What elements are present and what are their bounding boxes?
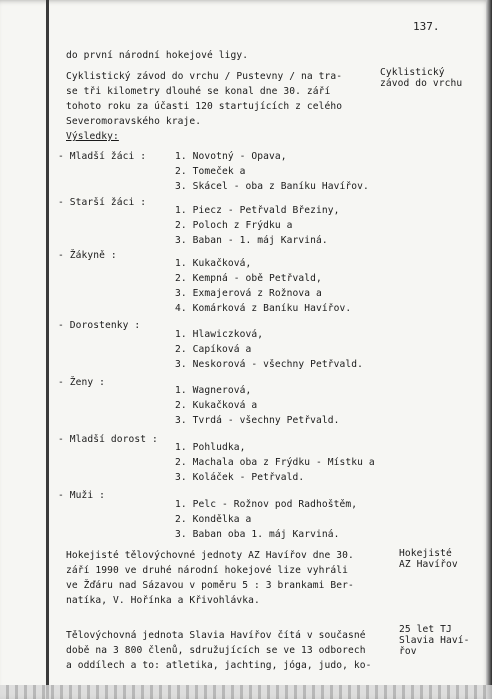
result-line: 1. Novotný - Opava,: [175, 151, 287, 162]
text-line: natíka, V. Hořínka a Křivohlávka.: [66, 595, 260, 606]
category-label: - Žákyně :: [58, 250, 117, 261]
result-line: 3. Exmajerová z Rožnova a: [175, 288, 322, 299]
results-heading: Výsledky:: [66, 131, 119, 142]
result-line: 2. Capíková a: [175, 344, 252, 355]
result-line: 2. Machala oba z Frýdku - Místku a: [175, 457, 375, 468]
bottom-scan-artifact: [0, 685, 492, 699]
margin-note: Slavia Haví-: [399, 635, 470, 646]
result-line: 1. Hlawiczková,: [175, 329, 264, 340]
result-line: 3. Tvrdá - všechny Petřvald.: [175, 415, 340, 426]
result-line: 2. Kukačková a: [175, 400, 258, 411]
result-line: 3. Baban oba 1. máj Karviná.: [175, 529, 340, 540]
margin-note: Cyklistický: [380, 67, 445, 78]
text-line: ve Žďáru nad Sázavou v poměru 5 : 3 brankami Ber-: [66, 580, 354, 591]
result-line: 2. Poloch z Frýdku a: [175, 220, 293, 231]
result-line: 3. Baban - 1. máj Karviná.: [175, 235, 328, 246]
page-number: 137.: [413, 20, 440, 33]
margin-note: AZ Havířov: [399, 559, 458, 570]
margin-note: Hokejisté: [399, 548, 452, 559]
margin-note: 25 let TJ: [399, 624, 452, 635]
page-edge-shadow: [486, 0, 492, 699]
result-line: 2. Tomeček a: [175, 166, 246, 177]
margin-note: závod do vrchu: [380, 78, 463, 89]
text-line: a oddílech a to: atletika, jachting, jóga, judo, ko-: [66, 660, 372, 671]
text-line: tohoto roku za účasti 120 startujících z celého: [66, 101, 343, 112]
result-line: 3. Skácel - oba z Baníku Havířov.: [175, 181, 369, 192]
category-label: - Mladší dorost :: [58, 434, 158, 445]
result-line: 1. Piecz - Petřvald Březiny,: [175, 205, 340, 216]
text-line: do první národní hokejové ligy.: [66, 50, 249, 61]
result-line: 1. Kukačková,: [175, 258, 252, 269]
margin-note: řov: [399, 646, 417, 657]
text-line: září 1990 ve druhé národní hokejové lize vyhráli: [66, 565, 349, 576]
text-line: době na 3 800 členů, sdružujících se ve 13 odborech: [66, 645, 366, 656]
result-line: 2. Kondělka a: [175, 514, 252, 525]
category-label: - Mladší žáci :: [58, 151, 147, 162]
text-line: Severomoravského kraje.: [66, 116, 202, 127]
text-line: Tělovýchovná jednota Slavia Havířov čítá v současné: [66, 630, 366, 641]
text-line: Hokejisté tělovýchovné jednoty AZ Havířov dne 30.: [66, 550, 354, 561]
text-line: Cyklistický závod do vrchu / Pustevny / na tra-: [66, 71, 343, 82]
category-label: - Starší žáci :: [58, 197, 147, 208]
result-line: 3. Neskorová - všechny Petřvald.: [175, 359, 364, 370]
binding-edge: [46, 0, 49, 699]
text-line: se tři kilometry dlouhé se konal dne 30. září: [66, 86, 331, 97]
result-line: 1. Pelc - Rožnov pod Radhoštěm,: [175, 499, 358, 510]
result-line: 1. Wagnerová,: [175, 385, 252, 396]
result-line: 3. Koláček - Petřvald.: [175, 472, 305, 483]
result-line: 2. Kempná - obě Petřvald,: [175, 273, 322, 284]
category-label: - Dorostenky :: [58, 320, 141, 331]
result-line: 4. Komárková z Baníku Havířov.: [175, 303, 352, 314]
result-line: 1. Pohludka,: [175, 442, 246, 453]
category-label: - Muži :: [58, 490, 106, 501]
category-label: - Ženy :: [58, 377, 106, 388]
